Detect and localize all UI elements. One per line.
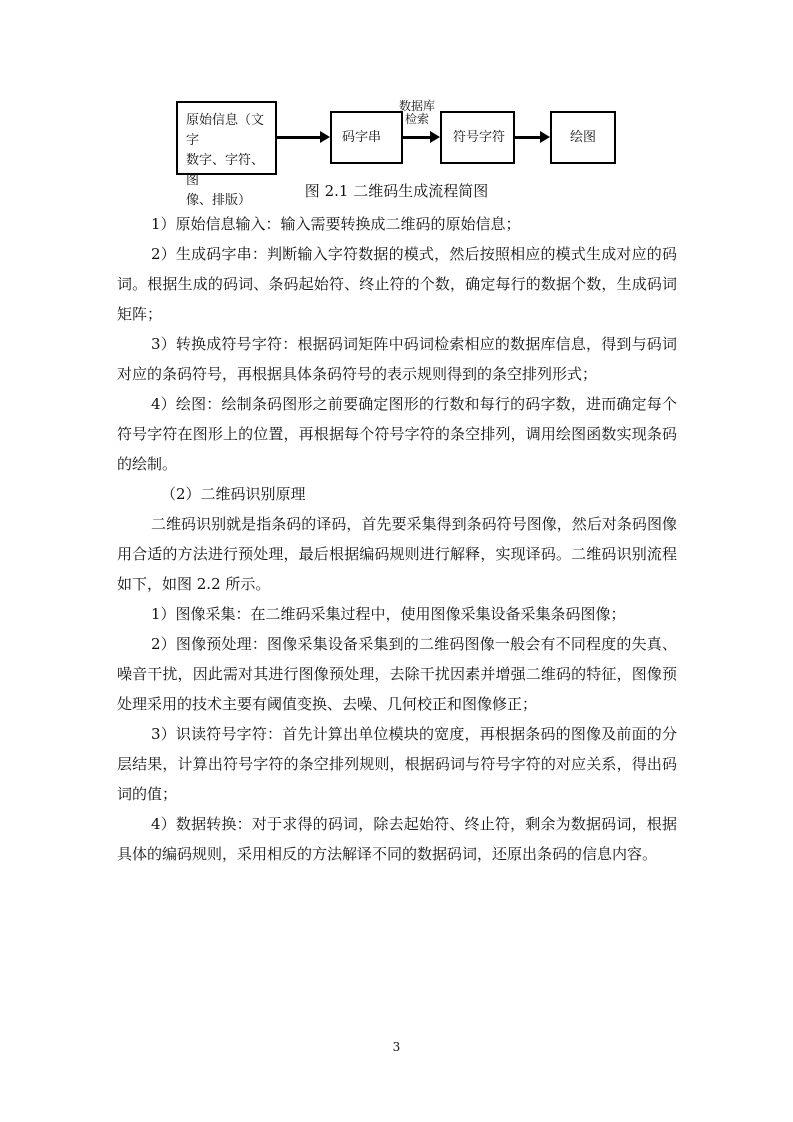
symbol-char-label: 符号字符 xyxy=(453,130,506,145)
paragraph: 1）原始信息输入：输入需要转换成二维码的原始信息； xyxy=(151,215,521,233)
arrow-1-head xyxy=(320,131,330,143)
body-text xyxy=(117,209,677,869)
codeword-box xyxy=(330,111,403,164)
draw-box xyxy=(550,111,616,164)
paragraph: 3）识读符号字符：首先计算出单位模块的宽度，再根据条码的图像及前面的分层结果，计算出符号字符的条空排列规则，根据码词与符号字符的对应关系，得出码词的值； xyxy=(117,725,677,803)
paragraph: 4）绘图：绘制条码图形之前要确定图形的行数和每行的码字数，进而确定每个符号字符在图形上的位置，再根据每个符号字符的条空排列，调用绘图函数实现条码的绘制。 xyxy=(117,395,677,473)
source-info-box xyxy=(176,101,277,208)
database-lookup-label xyxy=(397,100,437,126)
source-line-3: 像、排版） xyxy=(186,193,252,208)
paragraph: 1）图像采集：在二维码采集过程中，使用图像采集设备采集条码图像； xyxy=(151,605,626,623)
arrow-1 xyxy=(277,136,323,139)
edge-label-line-1: 数据库 xyxy=(398,99,435,113)
draw-label: 绘图 xyxy=(570,130,597,145)
arrow-3 xyxy=(515,136,542,139)
arrow-2 xyxy=(403,136,432,139)
codeword-label: 码字串 xyxy=(342,130,382,145)
page-number: 3 xyxy=(392,1040,401,1054)
paragraph: 2）生成码字串：判断输入字符数据的模式，然后按照相应的模式生成对应的码词。根据生成的码词、条码起始符、终止符的个数，确定每行的数据个数，生成码词矩阵； xyxy=(117,245,677,323)
paragraph: 3）转换成符号字符：根据码词矩阵中码词检索相应的数据库信息，得到与码词对应的条码符号，再根据具体条码符号的表示规则得到的条空排列形式； xyxy=(117,335,677,383)
paragraph: 二维码识别就是指条码的译码，首先要采集得到条码符号图像，然后对条码图像用合适的方法进行预处理，最后根据编码规则进行解释，实现译码。二维码识别流程如下，如图 2.2 所示。 xyxy=(117,515,677,593)
figure-caption: 图 2.1 二维码生成流程简图 xyxy=(304,182,489,200)
arrow-2-head xyxy=(430,131,440,143)
section-heading: （2）二维码识别原理 xyxy=(161,485,306,503)
source-line-2: 数字、字符、图 xyxy=(186,153,265,188)
symbol-char-box xyxy=(440,111,515,164)
edge-label-line-2: 检索 xyxy=(404,112,429,126)
flowchart-figure xyxy=(0,0,793,210)
paragraph: 2）图像预处理：图像采集设备采集到的二维码图像一般会有不同程度的失真、噪音干扰，因此需对其进行图像预处理，去除干扰因素并增强二维码的特征，图像预处理采用的技术主要有阈值变换、去噪、几何校正和图像修正； xyxy=(117,635,677,713)
arrow-3-head xyxy=(540,131,550,143)
source-line-1: 原始信息（文字 xyxy=(186,113,265,148)
paragraph: 4）数据转换：对于求得的码词，除去起始符、终止符，剩余为数据码词，根据具体的编码规则，采用相反的方法解译不同的数据码词，还原出条码的信息内容。 xyxy=(117,815,677,863)
